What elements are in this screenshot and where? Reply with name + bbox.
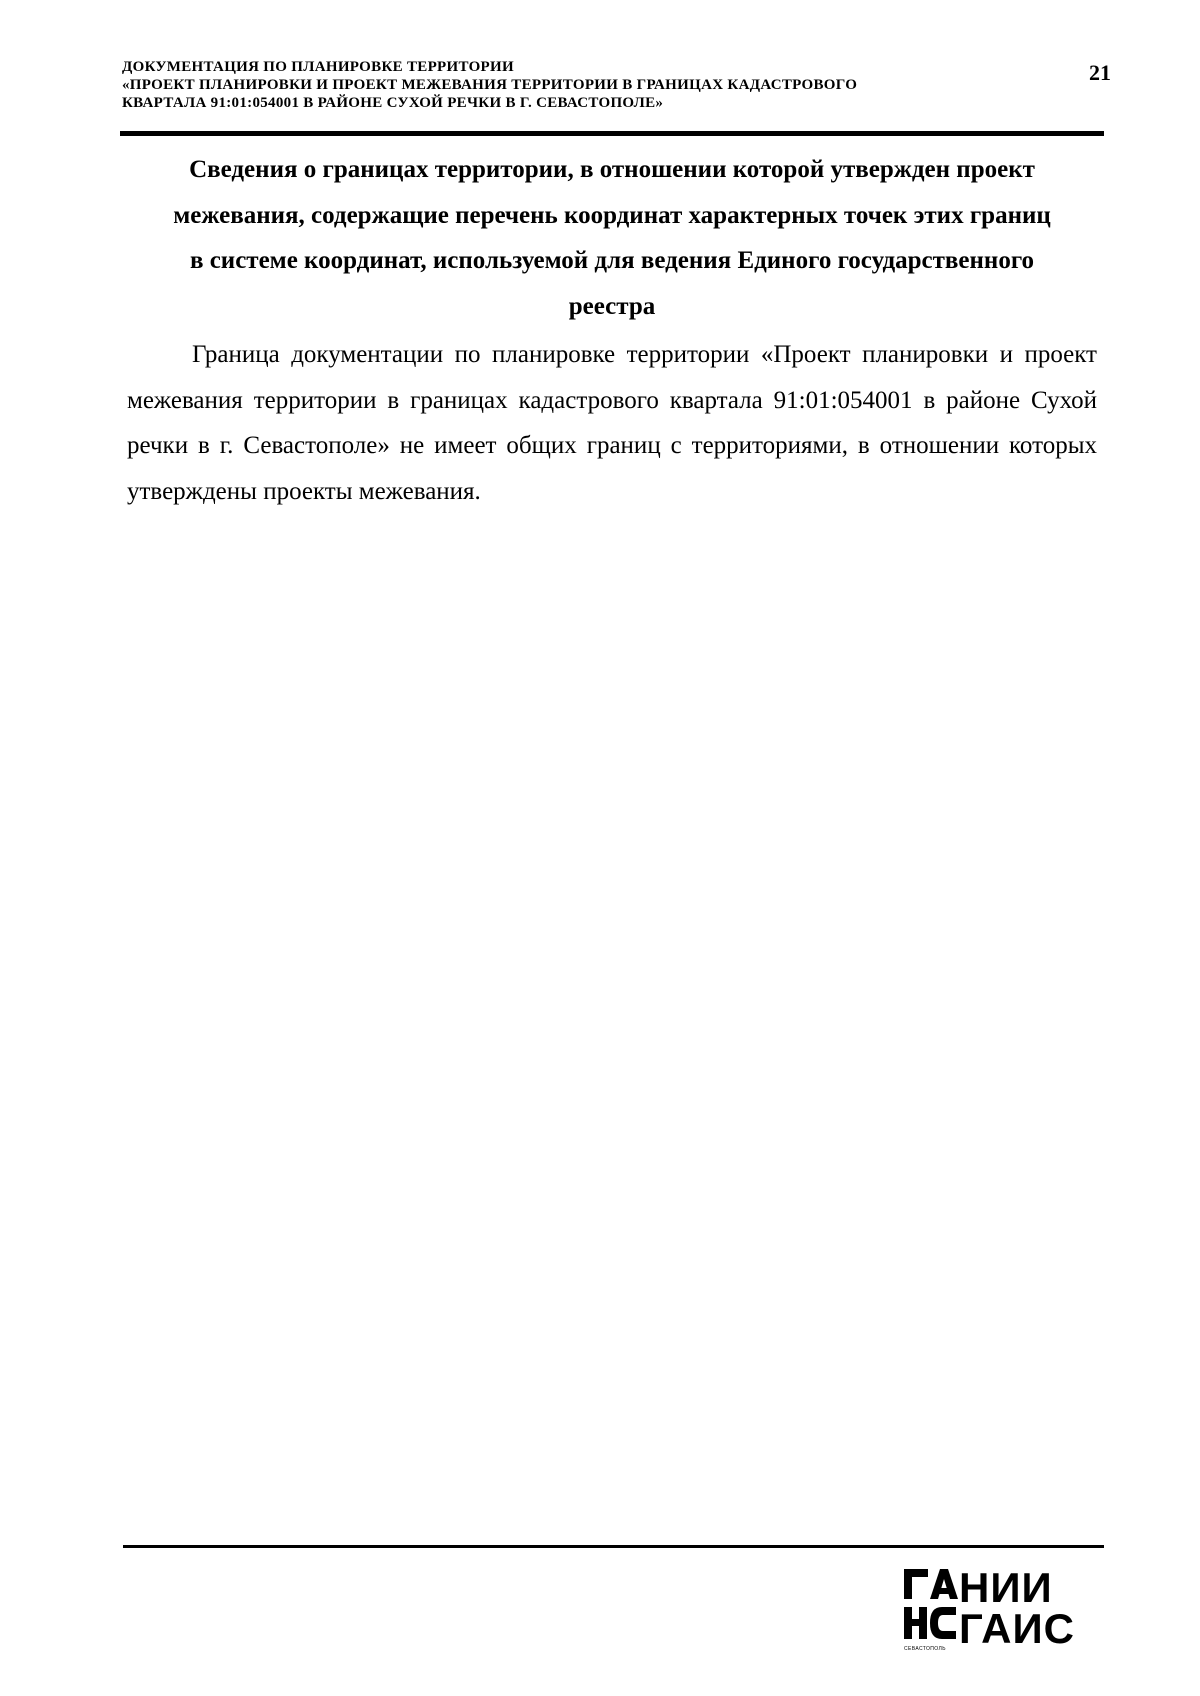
title-line: реестра bbox=[568, 292, 656, 320]
header-line: ДОКУМЕНТАЦИЯ ПО ПЛАНИРОВКЕ ТЕРРИТОРИИ bbox=[122, 59, 514, 75]
body-paragraph: Граница документации по планировке территории «Проект планировки и проект межевания территории в границах кадастрового квартала 91:01:054001 в районе Сухой речки в г. Севастополе» не имеет общих границ с территориями, в отношении которых утверждены проекты межевания. bbox=[127, 341, 1097, 505]
page-header bbox=[122, 58, 1122, 124]
header-title-block bbox=[122, 58, 1032, 112]
header-line: КВАРТАЛА 91:01:054001 В РАЙОНЕ СУХОЙ РЕЧКИ В Г. СЕВАСТОПОЛЕ» bbox=[122, 95, 664, 111]
section-title bbox=[120, 147, 1104, 329]
footer-divider bbox=[123, 1545, 1104, 1548]
title-line: Сведения о границах территории, в отношении которой утвержден проект bbox=[189, 156, 1035, 183]
logo-caption: СЕВАСТОПОЛЬ bbox=[904, 1646, 946, 1652]
title-line: в системе координат, используемой для ведения Единого государственного bbox=[189, 247, 1035, 274]
page-number: 21 bbox=[1089, 60, 1111, 85]
logo-text-line-2: ГАИС bbox=[959, 1605, 1076, 1652]
header-divider bbox=[120, 131, 1104, 136]
logo-text-line-1: НИИ bbox=[959, 1564, 1053, 1611]
ga-ns-monogram-icon bbox=[902, 1565, 958, 1651]
title-line: межевания, содержащие перечень координат характерных точек этих границ bbox=[173, 201, 1051, 229]
nii-gais-logo bbox=[902, 1565, 1092, 1655]
header-line: «ПРОЕКТ ПЛАНИРОВКИ И ПРОЕКТ МЕЖЕВАНИЯ ТЕРРИТОРИИ В ГРАНИЦАХ КАДАСТРОВОГО bbox=[122, 77, 858, 93]
